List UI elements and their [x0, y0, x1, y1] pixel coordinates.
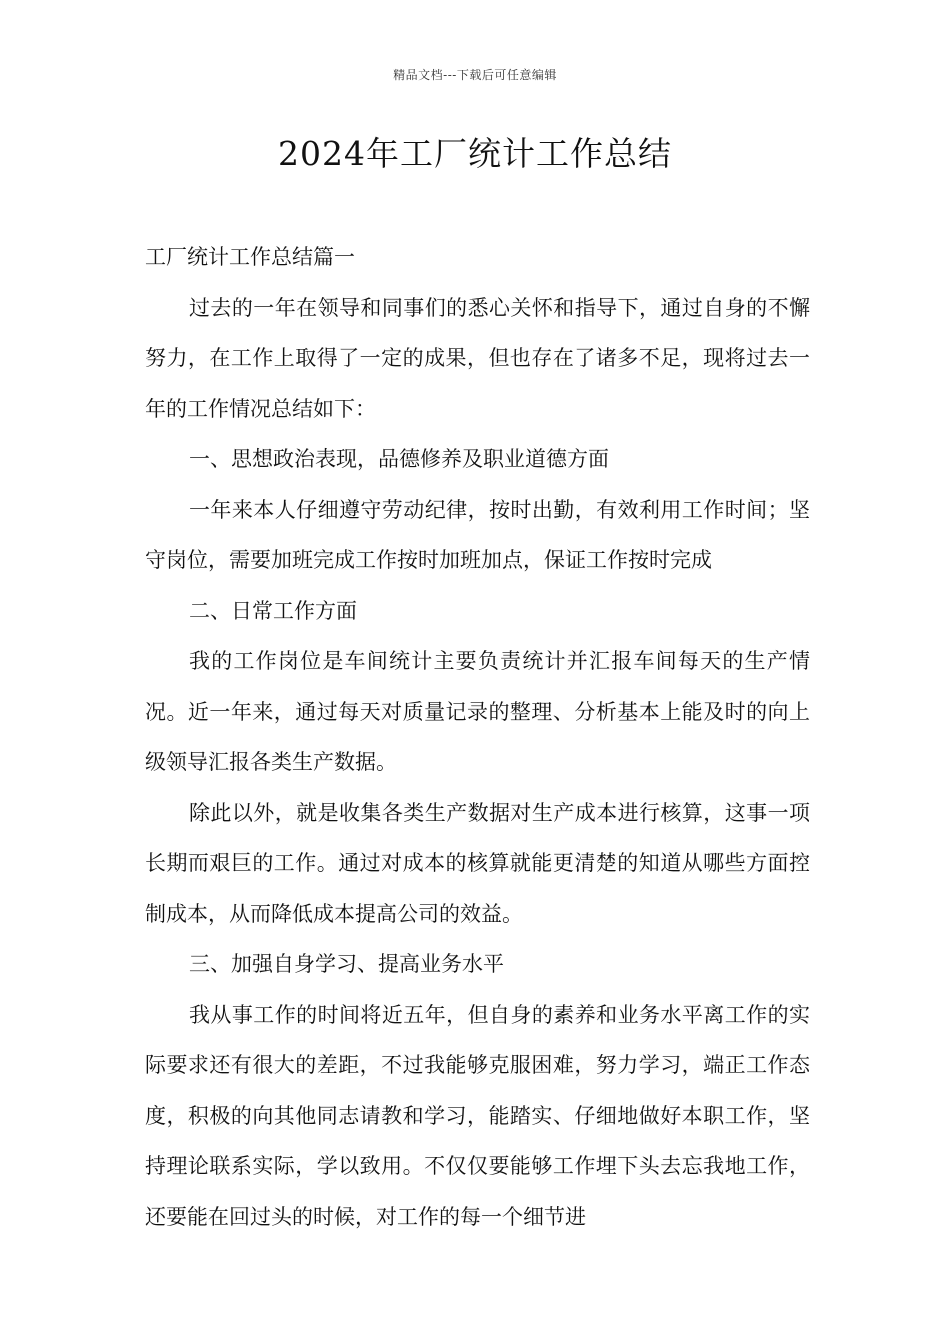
document-body	[145, 232, 810, 1242]
paragraph-ethics: 一年来本人仔细遵守劳动纪律，按时出勤，有效利用工作时间；坚守岗位，需要加班完成工作按时加班加点，保证工作按时完成	[145, 497, 810, 572]
paragraph-daily-work: 我的工作岗位是车间统计主要负责统计并汇报车间每天的生产情况。近一年来，通过每天对质量记录的整理、分析基本上能及时的向上级领导汇报各类生产数据。	[145, 649, 810, 774]
subheading-ethics: 一、思想政治表现，品德修养及职业道德方面	[189, 447, 609, 471]
section-heading: 工厂统计工作总结篇一	[145, 245, 355, 269]
paragraph-intro: 过去的一年在领导和同事们的悉心关怀和指导下，通过自身的不懈努力，在工作上取得了一定的成果，但也存在了诸多不足，现将过去一年的工作情况总结如下：	[145, 295, 810, 421]
subheading-learning: 三、加强自身学习、提高业务水平	[189, 952, 504, 976]
header-note: 精品文档---下载后可任意编辑	[393, 68, 557, 82]
subheading-daily-work: 二、日常工作方面	[189, 598, 357, 623]
paragraph-cost-accounting: 除此以外，就是收集各类生产数据对生产成本进行核算，这事一项长期而艰巨的工作。通过对成本的核算就能更清楚的知道从哪些方面控制成本，从而降低成本提高公司的效益。	[145, 800, 810, 926]
document-title: 2024年工厂统计工作总结	[278, 134, 672, 173]
paragraph-learning: 我从事工作的时间将近五年，但自身的素养和业务水平离工作的实际要求还有很大的差距，不过我能够克服困难，努力学习，端正工作态度，积极的向其他同志请教和学习，能踏实、仔细地做好本职工作，坚持理论联系实际，学以致用。不仅仅要能够工作埋下头去忘我地工作，还要能在回过头的时候，对工作的每一个细节进	[145, 1002, 810, 1229]
